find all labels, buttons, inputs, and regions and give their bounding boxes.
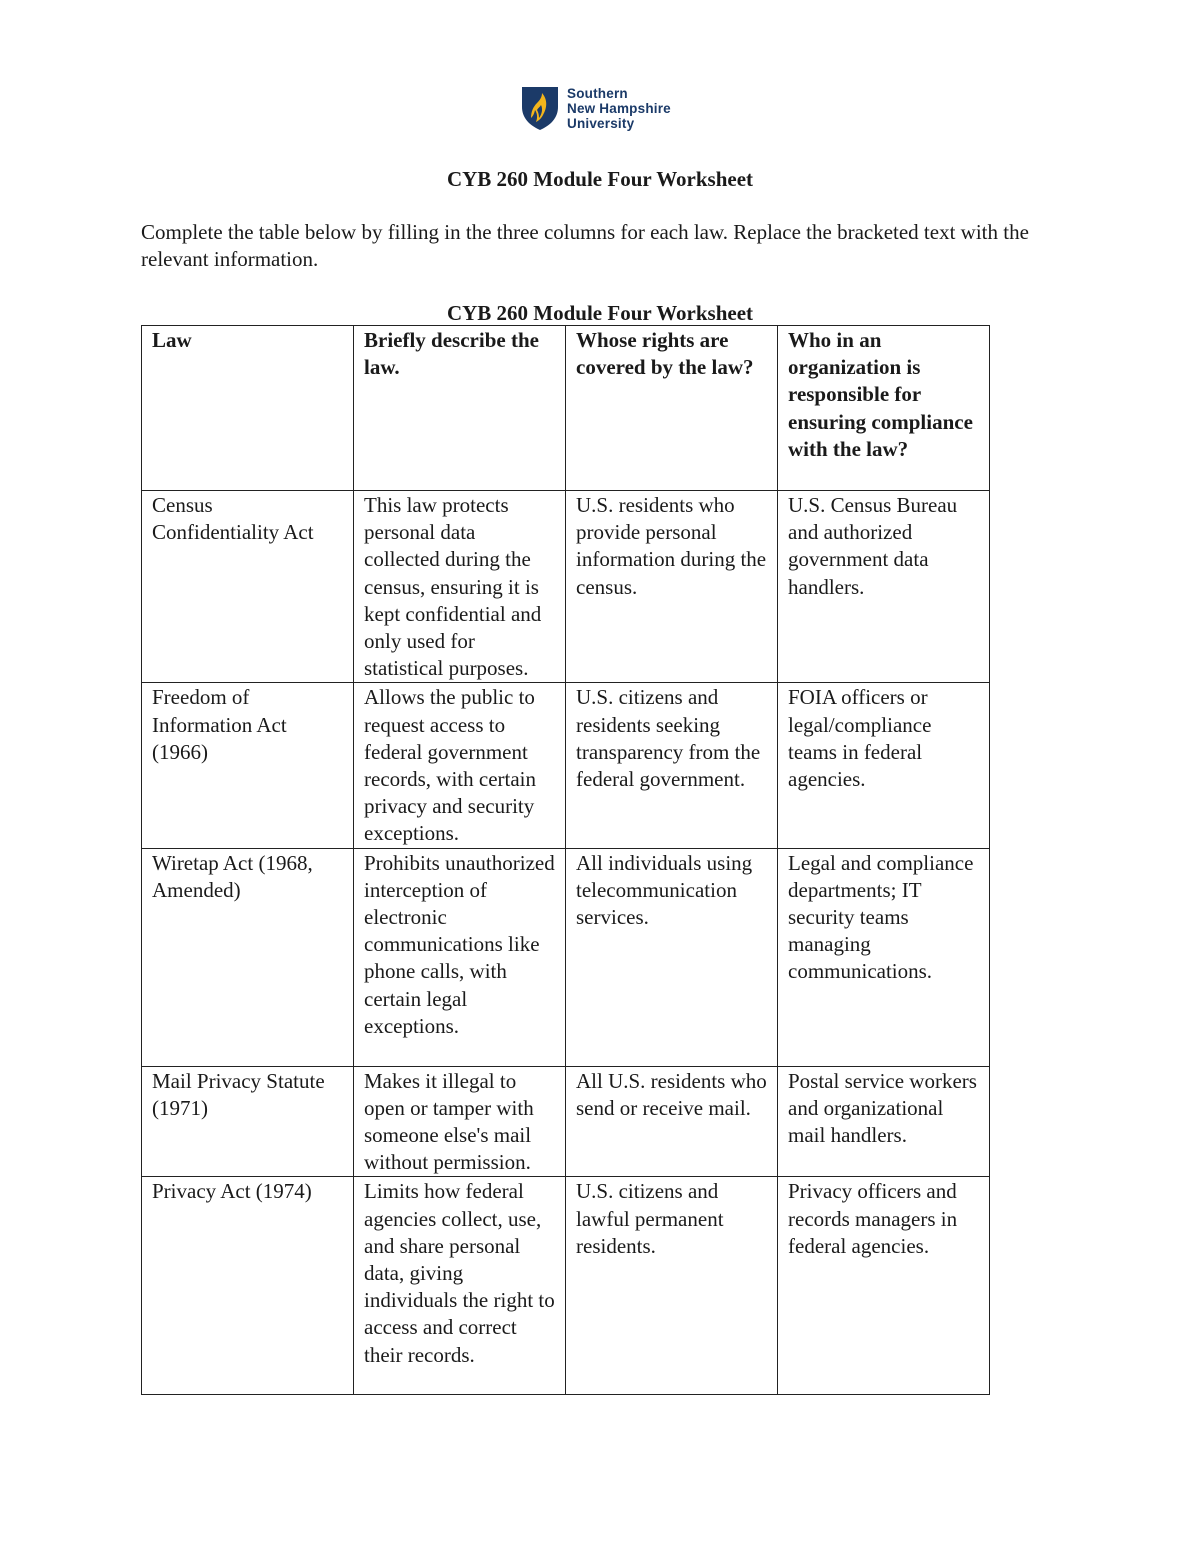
responsible-party-cell: Postal service workers and organizational mail handlers. — [778, 1066, 990, 1177]
shield-flame-icon — [521, 85, 559, 131]
rights-covered-cell: U.S. citizens and lawful permanent residents. — [566, 1177, 778, 1395]
law-description-cell: Prohibits unauthorized interception of electronic communications like phone calls, with certain legal exceptions. — [354, 848, 566, 1066]
law-description-cell: This law protects personal data collected during the census, ensuring it is kept confidential and only used for statistical purposes. — [354, 491, 566, 683]
university-logo — [521, 84, 671, 132]
rights-covered-cell: All individuals using telecommunication services. — [566, 848, 778, 1066]
table-row — [142, 491, 990, 683]
header-responsible-party: Who in an organization is responsible for ensuring compliance with the law? — [778, 326, 990, 491]
law-description-cell: Limits how federal agencies collect, use, and share personal data, giving individuals the right to access and correct their records. — [354, 1177, 566, 1395]
laws-table — [141, 325, 990, 1395]
law-name-cell: Wiretap Act (1968, Amended) — [142, 848, 354, 1066]
table-caption: CYB 260 Module Four Worksheet — [446, 301, 754, 325]
responsible-party-cell: Legal and compliance departments; IT security teams managing communications. — [778, 848, 990, 1066]
law-name-cell: Freedom of Information Act (1966) — [142, 683, 354, 848]
table-header-row — [142, 326, 990, 491]
table-row — [142, 1177, 990, 1395]
law-description-cell: Allows the public to request access to federal government records, with certain privacy and security exceptions. — [354, 683, 566, 848]
law-description-cell: Makes it illegal to open or tamper with someone else's mail without permission. — [354, 1066, 566, 1177]
instructions-paragraph: Complete the table below by filling in the three columns for each law. Replace the bracketed text with the relevant information. — [141, 220, 1029, 271]
responsible-party-cell: FOIA officers or legal/compliance teams in federal agencies. — [778, 683, 990, 848]
logo-line-1: Southern — [567, 85, 628, 101]
rights-covered-cell: All U.S. residents who send or receive mail. — [566, 1066, 778, 1177]
table-row — [142, 848, 990, 1066]
table-row — [142, 683, 990, 848]
responsible-party-cell: Privacy officers and records managers in federal agencies. — [778, 1177, 990, 1395]
header-law: Law — [142, 326, 354, 491]
rights-covered-cell: U.S. citizens and residents seeking transparency from the federal government. — [566, 683, 778, 848]
header-description: Briefly describe the law. — [354, 326, 566, 491]
law-name-cell: Privacy Act (1974) — [142, 1177, 354, 1395]
logo-line-3: University — [567, 115, 635, 131]
table-row — [142, 1066, 990, 1177]
logo-line-2: New Hampshire — [567, 100, 671, 116]
logo-wordmark — [567, 86, 671, 131]
law-name-cell: Census Confidentiality Act — [142, 491, 354, 683]
responsible-party-cell: U.S. Census Bureau and authorized government data handlers. — [778, 491, 990, 683]
rights-covered-cell: U.S. residents who provide personal information during the census. — [566, 491, 778, 683]
header-rights-covered: Whose rights are covered by the law? — [566, 326, 778, 491]
law-name-cell: Mail Privacy Statute (1971) — [142, 1066, 354, 1177]
document-title: CYB 260 Module Four Worksheet — [446, 167, 754, 191]
